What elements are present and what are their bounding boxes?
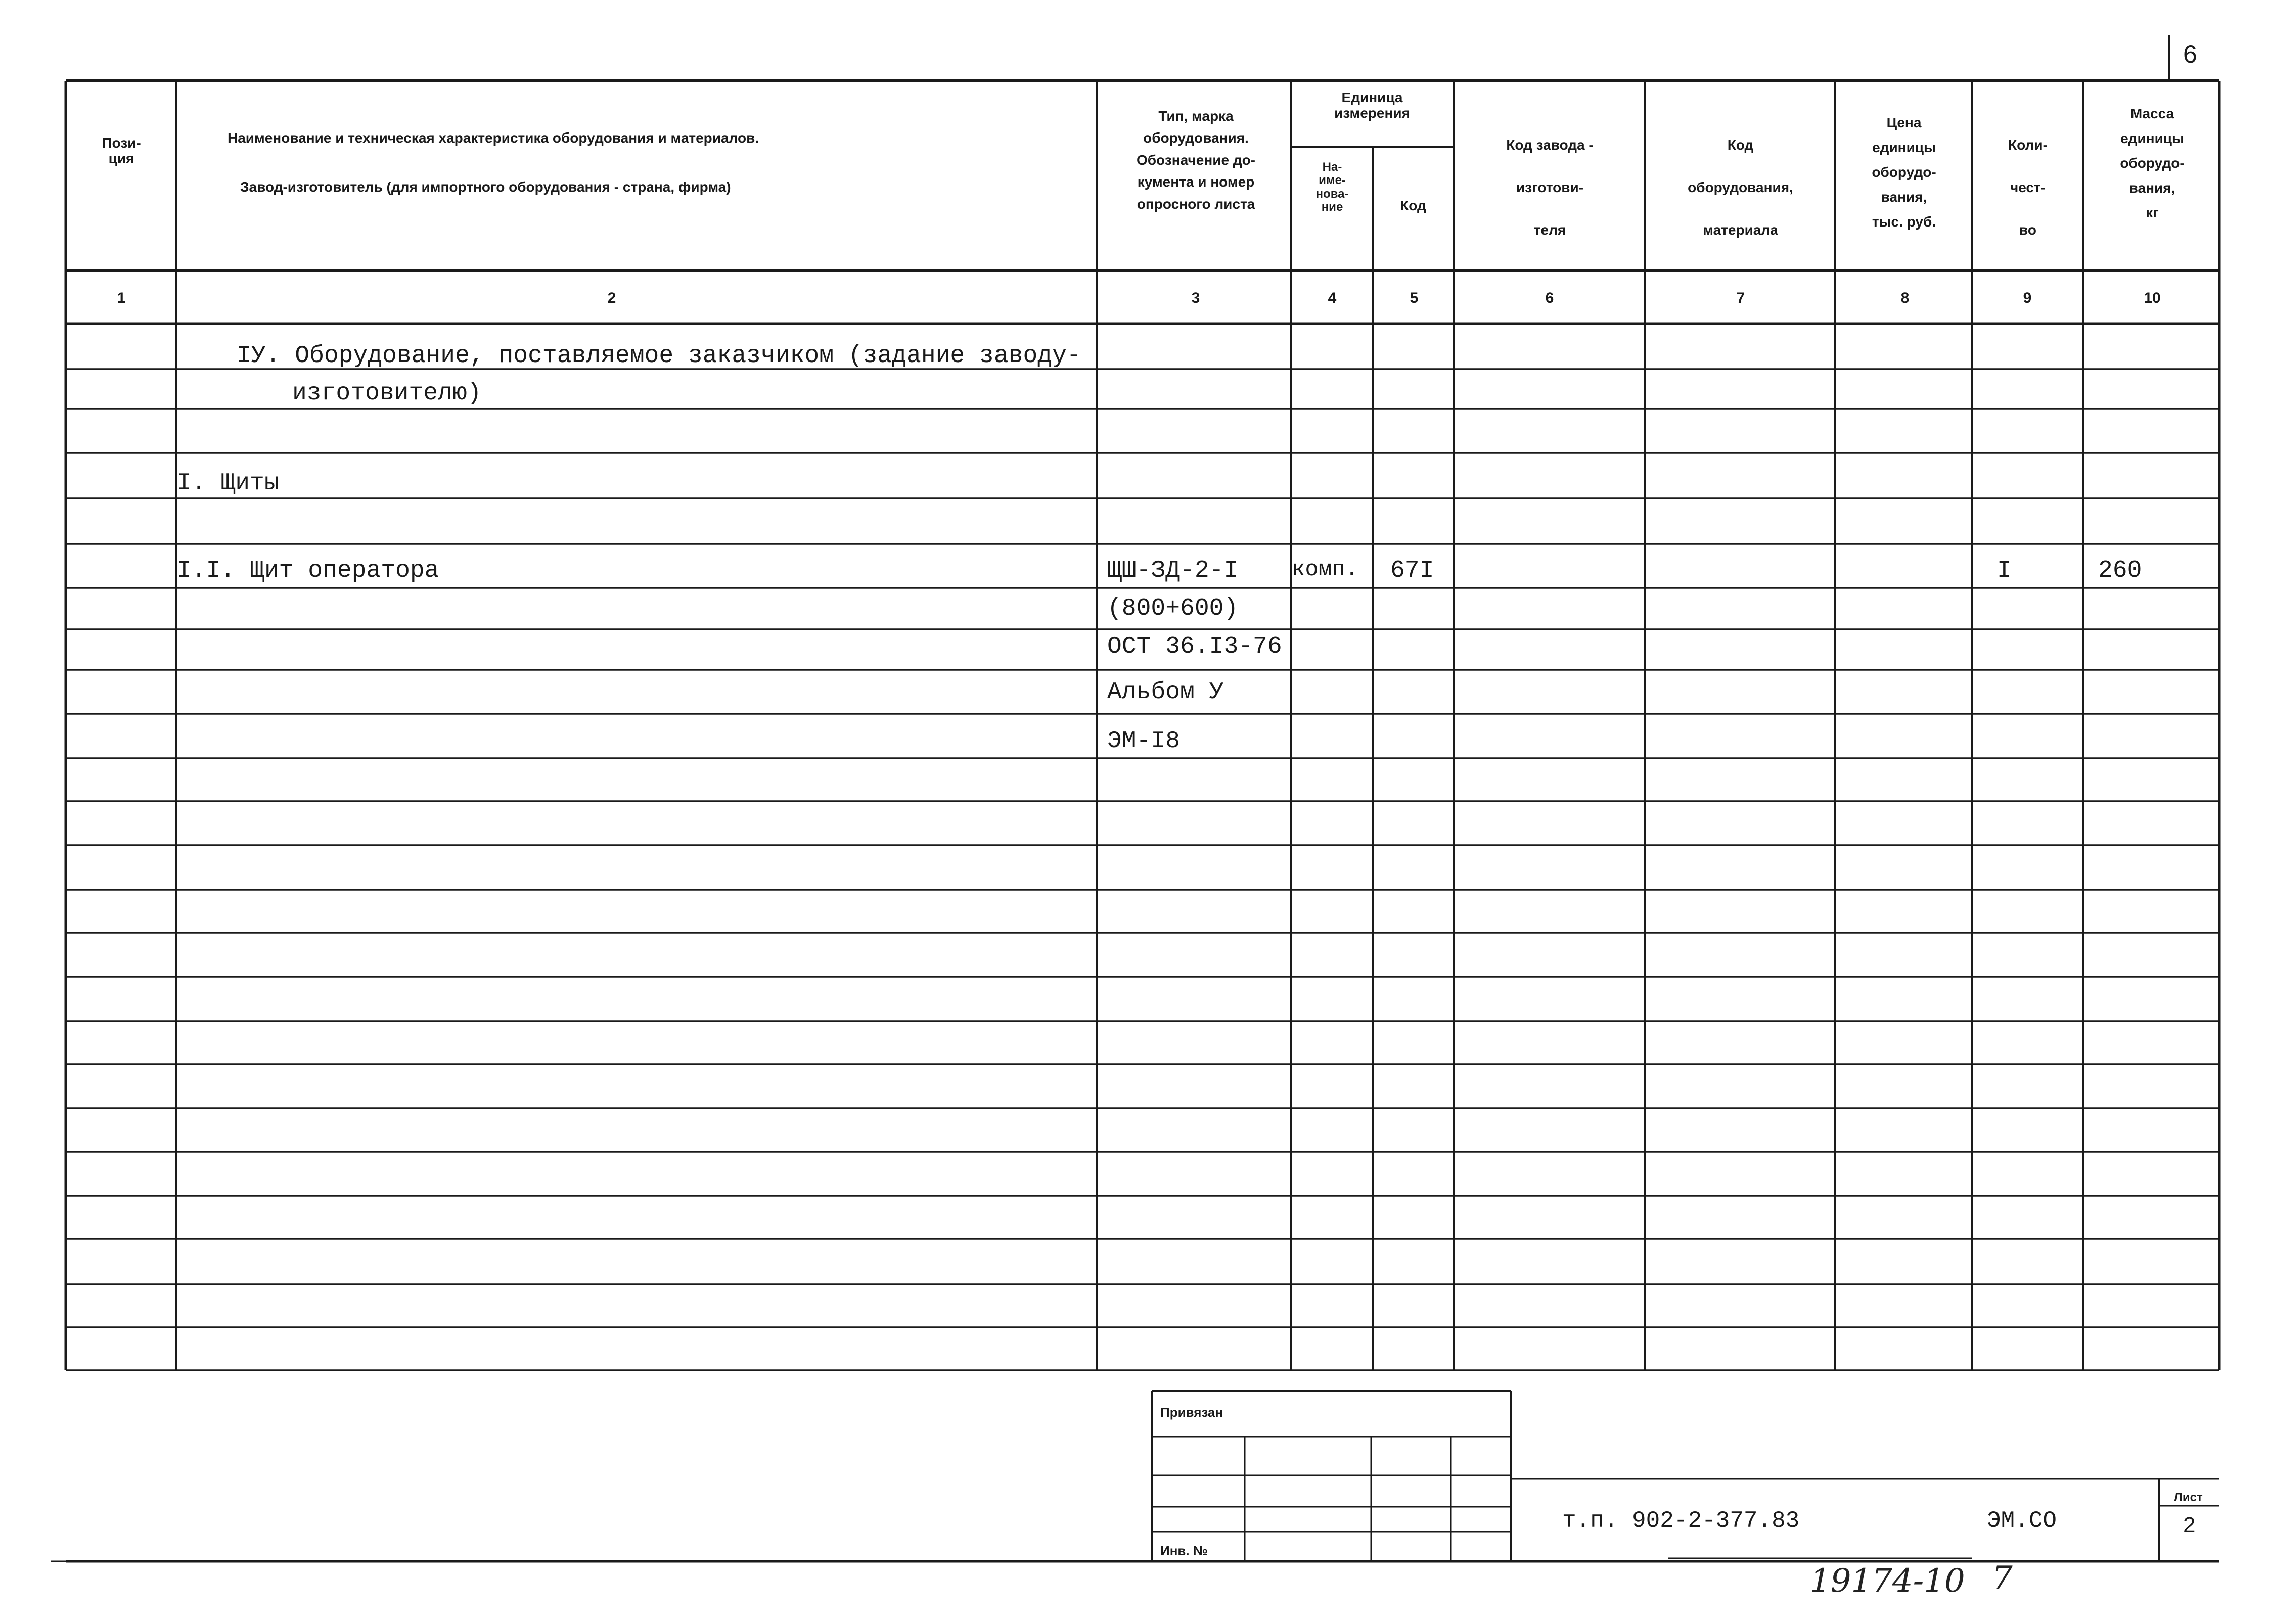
sheet-number: 2 — [2183, 1513, 2196, 1538]
header-name-line1: Наименование и техническая характеристика оборудования и материалов. — [228, 130, 759, 146]
section-title-line2: изготовителю) — [292, 380, 482, 407]
handwritten-mark: 7 — [1992, 1560, 2013, 1597]
header-unit-name: На- име- нова- ние — [1315, 160, 1349, 214]
header-mass: Масса единицы оборудо- вания, кг — [2120, 106, 2185, 220]
item-type-line5: ЭМ-I8 — [1107, 728, 1181, 755]
column-number-6: 6 — [1545, 290, 1554, 306]
column-number-5: 5 — [1410, 290, 1419, 306]
header-price: Цена единицы оборудо- вания, тыс. руб. — [1872, 115, 1936, 230]
header-name-line2: Завод-изготовитель (для импортного оборудования - страна, фирма) — [240, 179, 731, 195]
header-unit-code: Код — [1400, 198, 1426, 213]
corner-page-number: 6 — [2183, 40, 2197, 68]
item-mass: 260 — [2098, 557, 2142, 584]
item-unit-code: 67I — [1390, 557, 1434, 584]
item-quantity: I — [1997, 557, 2012, 584]
header-equipment-code: Код оборудования, материала — [1688, 137, 1793, 238]
document-code: т.п. 902-2-377.83 — [1562, 1508, 1800, 1534]
header-quantity: Коли- чест- во — [2008, 137, 2048, 238]
stamp-bound-label: Привязан — [1160, 1405, 1223, 1420]
column-number-9: 9 — [2023, 290, 2032, 306]
table-grid — [51, 35, 2219, 1561]
group-title: I. Щиты — [177, 470, 279, 497]
column-number-3: 3 — [1191, 290, 1200, 306]
column-number-10: 10 — [2144, 290, 2161, 306]
sheet-label: Лист — [2174, 1491, 2203, 1504]
column-number-4: 4 — [1328, 290, 1337, 306]
header-type: Тип, марка оборудования. Обозначение до- кумента и номер опросного листа — [1136, 108, 1256, 212]
item-type-line1: ЩШ-ЗД-2-I — [1107, 557, 1239, 584]
header-unit-group: Единица измерения — [1334, 89, 1410, 121]
header-plant-code: Код завода - изготови- теля — [1506, 137, 1594, 238]
column-number-7: 7 — [1736, 290, 1745, 306]
column-number-2: 2 — [607, 290, 616, 306]
item-type-line4: Альбом У — [1107, 679, 1224, 706]
column-number-8: 8 — [1900, 290, 1910, 306]
handwritten-note: 19174-10 — [1810, 1562, 1965, 1600]
document-mark: ЭМ.СО — [1987, 1508, 2057, 1534]
header-position: Пози- ция — [102, 135, 141, 166]
column-number-1: 1 — [117, 290, 126, 306]
item-unit: комп. — [1292, 557, 1359, 582]
stamp-inventory-label: Инв. № — [1160, 1543, 1208, 1558]
item-name: I.I. Щит оператора — [177, 557, 439, 584]
item-type-line3: ОСТ 36.I3-76 — [1107, 633, 1282, 660]
stamp-grid — [1152, 1437, 2219, 1561]
section-title-line1: IУ. Оборудование, поставляемое заказчиком (задание заводу- — [237, 342, 1081, 370]
item-type-line2: (800+600) — [1107, 595, 1239, 622]
